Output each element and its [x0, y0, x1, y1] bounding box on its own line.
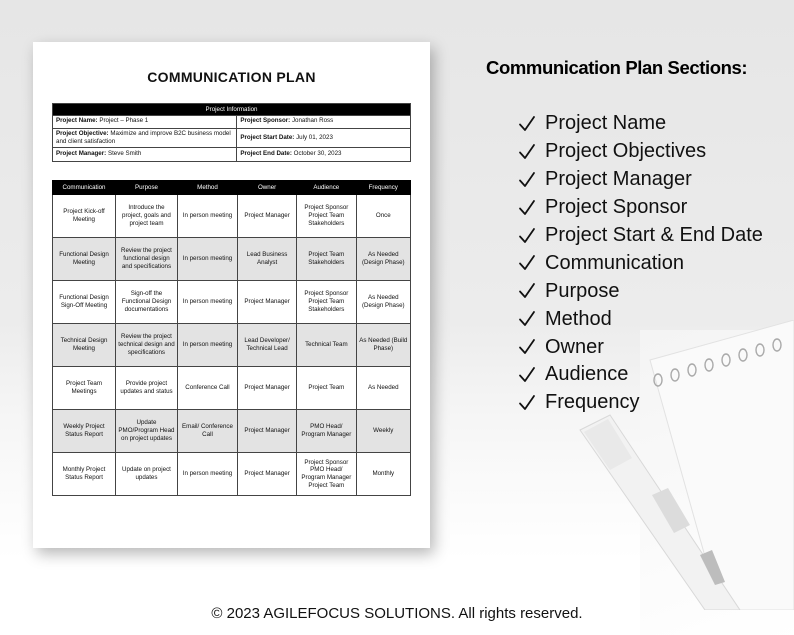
- header-frequency: Frequency: [356, 181, 410, 195]
- table-row: [53, 238, 411, 281]
- checkmark-icon: [518, 366, 536, 384]
- cell-frequency: As Needed (Design Phase): [356, 238, 410, 281]
- cell-owner: Lead Developer/ Technical Lead: [238, 324, 297, 367]
- checkmark-icon: [518, 199, 536, 217]
- cell-purpose: Provide project updates and status: [116, 367, 178, 410]
- section-label: Project Name: [545, 112, 667, 135]
- checkmark-icon: [518, 143, 536, 161]
- header-owner: Owner: [238, 181, 297, 195]
- list-item: [518, 277, 763, 305]
- table-row: [53, 324, 411, 367]
- cell-audience: Technical Team: [297, 324, 356, 367]
- cell-owner: Project Manager: [238, 367, 297, 410]
- cell-frequency: As Needed (Design Phase): [356, 281, 410, 324]
- checkmark-icon: [518, 227, 536, 245]
- table-row: [53, 453, 411, 496]
- checkmark-icon: [518, 338, 536, 356]
- cell-frequency: Monthly: [356, 453, 410, 496]
- cell-method: Conference Call: [177, 367, 237, 410]
- cell-communication: Monthly Project Status Report: [53, 453, 116, 496]
- section-label: Project Sponsor: [545, 196, 688, 219]
- checkmark-icon: [518, 394, 536, 412]
- list-item: [518, 166, 763, 194]
- list-item: [518, 361, 763, 389]
- section-label: Communication: [545, 251, 684, 274]
- table-header-row: [53, 181, 411, 195]
- cell-communication: Technical Design Meeting: [53, 324, 116, 367]
- cell-method: In person meeting: [177, 281, 237, 324]
- table-row: [53, 281, 411, 324]
- section-label: Project Manager: [545, 168, 692, 191]
- cell-owner: Project Manager: [238, 195, 297, 238]
- section-label: Method: [545, 307, 612, 330]
- cell-frequency: As Needed (Build Phase): [356, 324, 410, 367]
- cell-communication: Project Kick-off Meeting: [53, 195, 116, 238]
- cell-method: In person meeting: [177, 238, 237, 281]
- document-sheet: [33, 42, 430, 548]
- cell-owner: Project Manager: [238, 281, 297, 324]
- cell-frequency: Weekly: [356, 410, 410, 453]
- cell-method: In person meeting: [177, 324, 237, 367]
- project-objective-cell: Project Objective: Maximize and improve B2C business model and client satisfaction: [53, 128, 237, 148]
- header-purpose: Purpose: [116, 181, 178, 195]
- cell-purpose: Review the project technical design and specifications: [116, 324, 178, 367]
- cell-communication: Functional Design Sign-Off Meeting: [53, 281, 116, 324]
- list-item: [518, 389, 763, 417]
- checkmark-icon: [518, 171, 536, 189]
- cell-method: In person meeting: [177, 195, 237, 238]
- header-audience: Audience: [297, 181, 356, 195]
- cell-owner: Project Manager: [238, 410, 297, 453]
- cell-audience: Project Sponsor PMO Head/ Program Manager Project Team: [297, 453, 356, 496]
- cell-purpose: Update on project updates: [116, 453, 178, 496]
- header-method: Method: [177, 181, 237, 195]
- project-name-cell: Project Name: Project – Phase 1: [53, 115, 237, 128]
- cell-owner: Lead Business Analyst: [238, 238, 297, 281]
- cell-communication: Project Team Meetings: [53, 367, 116, 410]
- copyright-footer: © 2023 AGILEFOCUS SOLUTIONS. All rights reserved.: [211, 605, 583, 622]
- sections-list: [518, 110, 763, 417]
- cell-audience: Project Sponsor Project Team Stakeholders: [297, 281, 356, 324]
- cell-purpose: Update PMO/Program Head on project updates: [116, 410, 178, 453]
- cell-frequency: Once: [356, 195, 410, 238]
- section-label: Project Start & End Date: [545, 224, 763, 246]
- section-label: Frequency: [545, 391, 640, 414]
- project-start-cell: Project Start Date: July 01, 2023: [237, 128, 411, 148]
- section-label: Owner: [545, 335, 604, 358]
- cell-audience: Project Team: [297, 367, 356, 410]
- table-row: [53, 195, 411, 238]
- cell-purpose: Review the project functional design and specifications: [116, 238, 178, 281]
- project-sponsor-cell: Project Sponsor: Jonathan Ross: [237, 115, 411, 128]
- section-label: Audience: [545, 363, 629, 386]
- list-item: [518, 249, 763, 277]
- checkmark-icon: [518, 254, 536, 272]
- list-item: [518, 138, 763, 166]
- project-info-table: [52, 103, 411, 162]
- cell-purpose: Sign-off the Functional Design documentations: [116, 281, 178, 324]
- sections-heading: Communication Plan Sections:: [486, 57, 748, 78]
- document-title: COMMUNICATION PLAN: [147, 69, 316, 85]
- cell-method: Email/ Conference Call: [177, 410, 237, 453]
- cell-owner: Project Manager: [238, 453, 297, 496]
- checkmark-icon: [518, 310, 536, 328]
- list-item: [518, 222, 763, 250]
- communication-table: [52, 180, 411, 496]
- cell-audience: PMO Head/ Program Manager: [297, 410, 356, 453]
- table-row: [53, 410, 411, 453]
- project-end-cell: Project End Date: October 30, 2023: [237, 148, 411, 162]
- cell-audience: Project Sponsor Project Team Stakeholders: [297, 195, 356, 238]
- section-label: Purpose: [545, 279, 620, 302]
- checkmark-icon: [518, 282, 536, 300]
- cell-purpose: Introduce the project, goals and project team: [116, 195, 178, 238]
- list-item: [518, 333, 763, 361]
- table-row: [53, 367, 411, 410]
- header-communication: Communication: [53, 181, 116, 195]
- project-info-header: Project Information: [53, 104, 411, 116]
- cell-audience: Project Team Stakeholders: [297, 238, 356, 281]
- cell-frequency: As Needed: [356, 367, 410, 410]
- list-item: [518, 305, 763, 333]
- checkmark-icon: [518, 115, 536, 133]
- list-item: [518, 194, 763, 222]
- list-item: [518, 110, 763, 138]
- cell-communication: Functional Design Meeting: [53, 238, 116, 281]
- section-label: Project Objectives: [545, 140, 707, 163]
- cell-communication: Weekly Project Status Report: [53, 410, 116, 453]
- cell-method: In person meeting: [177, 453, 237, 496]
- project-manager-cell: Project Manager: Steve Smith: [53, 148, 237, 162]
